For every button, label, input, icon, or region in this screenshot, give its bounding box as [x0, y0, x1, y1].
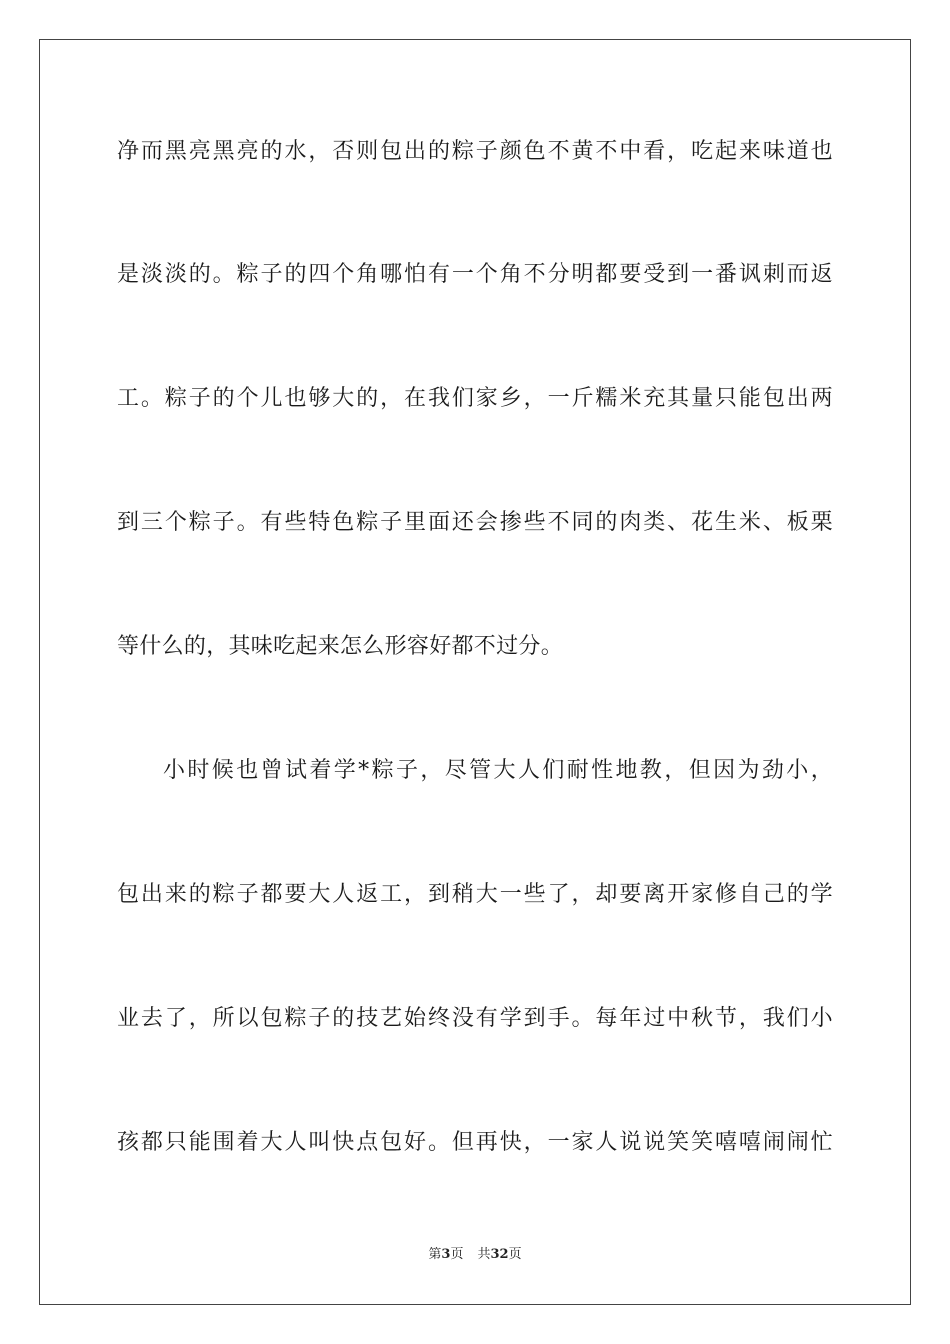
- body-text-line-7: 包出来的粽子都要大人返工，到稍大一些了，却要离开家修自己的学: [117, 882, 833, 907]
- body-text-line-9: 孩都只能围着大人叫快点包好。但再快，一家人说说笑笑嘻嘻闹闹忙: [117, 1130, 833, 1155]
- body-text-line-2: 是淡淡的。粽子的四个角哪怕有一个角不分明都要受到一番讽刺而返: [117, 262, 833, 287]
- body-text-line-1: 净而黑亮黑亮的水，否则包出的粽子颜色不黄不中看，吃起来味道也: [117, 139, 833, 164]
- page-border: [39, 39, 911, 1305]
- page-total: 32: [490, 1247, 509, 1262]
- page-prefix: 第: [428, 1247, 442, 1262]
- page-suffix: 页: [450, 1247, 464, 1262]
- body-text-line-5: 等什么的，其味吃起来怎么形容好都不过分。: [117, 634, 564, 659]
- page-number: 3: [441, 1247, 451, 1262]
- page-footer: [0, 1246, 950, 1264]
- body-text-line-3: 工。粽子的个儿也够大的，在我们家乡，一斤糯米充其量只能包出两: [117, 386, 833, 411]
- total-suffix: 页: [508, 1247, 522, 1262]
- body-text-line-8: 业去了，所以包粽子的技艺始终没有学到手。每年过中秋节，我们小: [117, 1006, 833, 1031]
- total-prefix: 共: [477, 1247, 491, 1262]
- body-text-line-6: 小时候也曾试着学*粽子，尽管大人们耐性地教，但因为劲小，: [163, 758, 833, 783]
- body-text-line-4: 到三个粽子。有些特色粽子里面还会掺些不同的肉类、花生米、板栗: [117, 510, 833, 535]
